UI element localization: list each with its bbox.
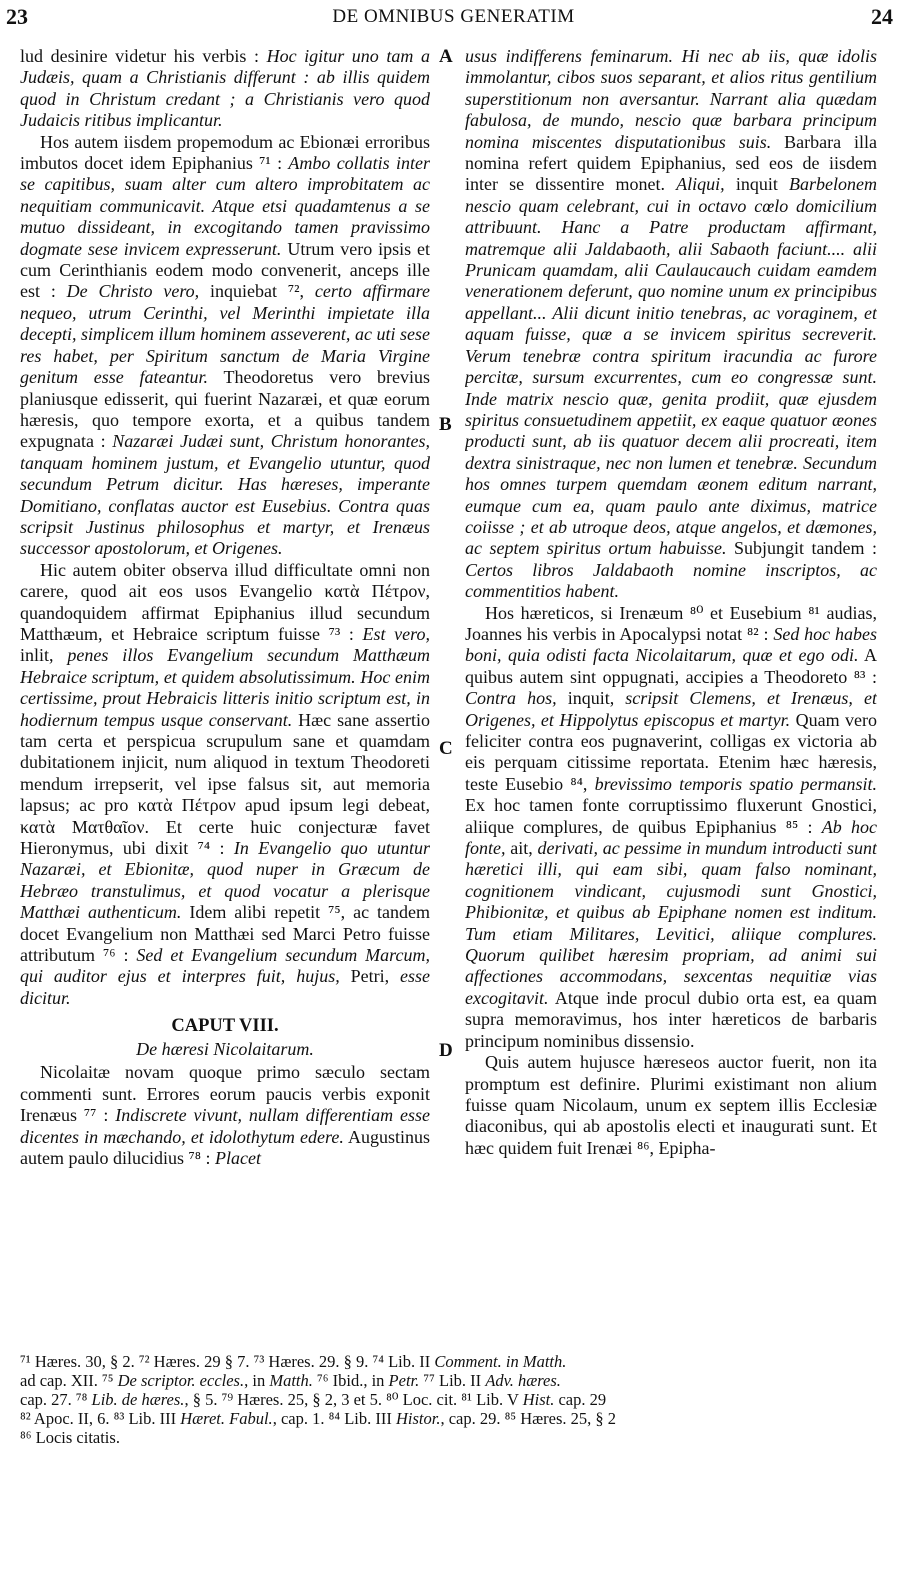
footnote-line	[20, 1409, 877, 1428]
paragraph	[465, 1052, 877, 1159]
text-run: Barbara illa nomina refert quidem Epiphanius, sed eos de iisdem inter se dissentire monet.	[465, 131, 877, 195]
italic-text-run: Hæret. Fabul.	[180, 1409, 273, 1428]
text-run: cap. 29	[554, 1390, 607, 1409]
italic-text-run: Sed et Evangelium secundum Marcum, qui auditor ejus et interpres fuit, hujus,	[20, 945, 430, 987]
text-run: Hæc sane assertio tam certa et perspicua scrupulum sane et quamdam dubitationem injicit, num aliquod in textum Theodoreti mendum irrepserit, vel ipse falsus sit, aut memoria lapsus; ac pro κατὰ Πέτρον apud ipsum legi debeat, κατὰ Ματθαῖον. Et certe huic conjecturæ favet Hieronymus, ubi dixit ⁷⁴ :	[20, 709, 430, 859]
margin-letter-c: C	[439, 738, 453, 759]
text-run: Theodoretus vero brevius planiusque edisserit, qui fuerint Nazaræi, et quæ eorum hæresis, quo tempore exorta, et a quibus tandem expugnata :	[20, 367, 430, 452]
page-number-left: 23	[6, 4, 28, 29]
text-run: inlit,	[20, 645, 68, 666]
left-column	[20, 46, 430, 1336]
text-run: Utrum vero ipsis et cum Cerinthianis eodem modo convenerit, anceps ille est :	[20, 238, 430, 302]
text-run: , cap. 1. ⁸⁴ Lib. III	[272, 1409, 396, 1428]
text-run: ait,	[505, 838, 538, 859]
italic-text-run: scripsit Clemens, et Irenæus, et Origenes, et Hippolytus episcopus et martyr.	[465, 688, 877, 730]
italic-text-run: Placet	[215, 1147, 262, 1168]
text-run: Augustinus autem paulo dilucidius ⁷⁸ :	[20, 1126, 430, 1168]
italic-text-run: Barbelonem nescio quam celebrant, cui in octavo cœlo domicilium attribuunt. Hanc a Patre productam affirmant, matremque alii Jaldabaoth, alii Sabaoth faciunt.... alii Prunicam quamdam, alii Caulaucauch cuidam eamdem venerationem deferunt, quo nomine unum ex principibus appellant... Alii dicunt initio tenebras, ac voraginem, et aquam fuisse, quæ a se invicem spiritus secreverit. Verum tenebræ contra spiritum iracundia ac furore percitæ, sursum excurrentes, cum eo congressæ sunt. Inde matrix nescio quæ, genita prodiit, quæ ejusdem spiritus consuetudinem appetiit, ex eaque quatuor æones producti sunt, ab iis quatuor decem alii procreati, item dextra sinistraque, nec non lumen et tenebræ. Secundum hos omnes turpem quemdam æonem editum narrant, eumque cum ea, quam paulo ante diximus, matrice coiisse ; et ab utroque deos, atque angelos, et dæmones, ac septem spiritus ortum habuisse.	[465, 174, 877, 559]
italic-text-run: Matth.	[269, 1371, 313, 1390]
text-run: , cap. 29. ⁸⁵ Hæres. 25, § 2	[440, 1409, 617, 1428]
italic-text-run: Hoc igitur uno tam a Judæis, quam a Christianis differunt : ab illis quidem quod in Christum credant ; a Christianis vero quod Judaicis ritibus implicantur.	[20, 46, 430, 131]
footnote-line	[20, 1428, 877, 1447]
italic-text-run: Nazaræi Judæi sunt, Christum honorantes, tanquam hominem justum, et Evangelio utuntur, quod secundum Petrum dicitur. Has hæreses, imperante Domitiano, conflatas auctor est Eusebius. Contra quas scripsit Justinus philosophus et martyr, et Irenæus successor apostolorum, et Origenes.	[20, 431, 430, 559]
text-run: A quibus autem sint oppugnati, accipies a Theodoreto ⁸³ :	[465, 645, 877, 687]
chapter-heading: CAPUT VIII.	[171, 1016, 279, 1037]
italic-text-run: Aliqui,	[676, 174, 725, 195]
italic-text-run: Indiscrete vivunt, nullam differentiam esse dicentes in mæchando, et idolothytum edere.	[20, 1105, 430, 1147]
margin-letter-d: D	[439, 1040, 453, 1061]
text-run: ⁷¹ Hæres. 30, § 2. ⁷² Hæres. 29 § 7. ⁷³ Hæres. 29. § 9. ⁷⁴ Lib. II	[20, 1352, 435, 1371]
italic-text-run: Sed hoc habes boni, quia odisti facta Nicolaitarum, quæ et ego odi.	[465, 623, 877, 666]
italic-text-run: Est vero,	[362, 623, 430, 644]
text-run: ⁸² Apoc. II, 6. ⁸³ Lib. III	[20, 1409, 181, 1428]
text-run: lud desinire videtur his verbis :	[20, 46, 267, 66]
italic-text-run: Comment. in Matth.	[434, 1352, 567, 1371]
italic-text-run: Ab hoc fonte,	[465, 816, 877, 859]
italic-text-run: derivati, ac pessime in mundum introducti sunt hæretici illi, qui eam sibi, quam falso nominant, cognitionem vindicant, cujusmodi sunt Gnostici, Phibionitæ, et quibus ab Epiphane nomen est inditum. Tum etiam Militares, Levitici, aliique complures. Quorum quilibet hæresim propriam, ad animi sui affectiones accommodans, sexcentas nequitiæ vias excogitavit.	[465, 838, 877, 1008]
footnote-line	[20, 1371, 877, 1390]
text-run: ad cap. XII. ⁷⁵	[20, 1371, 118, 1390]
text-run: inquit	[724, 174, 790, 195]
footnote-line	[20, 1390, 877, 1409]
italic-text-run: Adv. hæres.	[485, 1371, 561, 1390]
italic-text-run: Hist.	[522, 1390, 555, 1409]
text-run: Nicolaitæ novam quoque primo sæculo sectam commenti sunt. Errores eorum paucis verbis exponit Irenæus ⁷⁷ :	[20, 1062, 430, 1126]
footnote-line	[20, 1352, 877, 1371]
italic-text-run: usus indifferens feminarum. Hi nec ab iis, quæ idolis immolantur, cibos suos separant, et alios ritus gentilium superstitionum non aversantur. Narrant alia quædam fabulosa, de mundo, nescio quæ barbara principum nomina miscentes disputationibus suis.	[465, 46, 877, 152]
text-run: , § 5. ⁷⁹ Hæres. 25, § 2, 3 et 5. ⁸⁰ Loc. cit. ⁸¹ Lib. V	[184, 1390, 523, 1409]
italic-text-run: Histor.	[396, 1409, 441, 1428]
italic-text-run: certo affirmare nequeo, utrum Cerinthi, vel Merinthi impietate illa decepti, simplicem illum hominem asseverent, ac uti sese res habet, per Spiritum sanctum de Maria Virgine genitum esse fateantur.	[20, 281, 430, 388]
page-header	[0, 4, 907, 30]
text-run: Ex hoc tamen fonte corruptissimo fluxerunt Gnostici, aliique complures, de quibus Epiphanius ⁸⁵ :	[465, 795, 877, 837]
right-column	[465, 46, 877, 1336]
text-run: ⁷⁷ Lib. II	[419, 1371, 486, 1390]
italic-text-run: Ambo collatis inter se capitibus, suam alter cum altero improbitatem ac nequitiam communicavit. Atque etsi quadamtenus a se mutuo dissideant, in excogitando tamen pravissimo dogmate sese invicem expresserunt.	[20, 153, 430, 259]
italic-text-run: De scriptor. eccles.	[117, 1371, 245, 1390]
text-run: ⁸⁶ Locis citatis.	[20, 1428, 120, 1447]
text-run: Petri,	[339, 966, 400, 987]
footnotes	[20, 1352, 877, 1447]
page-number-right: 24	[871, 4, 893, 29]
running-title: DE OMNIBUS GENERATIM	[332, 6, 575, 27]
text-run: inquit,	[556, 688, 626, 709]
text-run: inquiebat ⁷²,	[199, 281, 315, 302]
paragraph	[20, 132, 430, 560]
text-run: Quam vero feliciter contra eos pugnaverint, colligas ex victoria ab eis perquam citissime reportata. Etenim hæc hæresis, teste Eusebio ⁸⁴,	[465, 709, 877, 794]
paragraph	[20, 1062, 430, 1169]
chapter-subtitle: De hæresi Nicolaitarum.	[136, 1039, 314, 1060]
italic-text-run: brevissimo temporis spatio permansit.	[594, 773, 877, 794]
italic-text-run: esse dicitur.	[20, 966, 430, 1008]
margin-letter-a: A	[439, 46, 453, 67]
italic-text-run: Lib. de hæres.	[91, 1390, 185, 1409]
paragraph	[20, 46, 430, 132]
text-run: , in	[244, 1371, 270, 1390]
paragraph	[465, 603, 877, 1053]
text-run: Hos autem iisdem propemodum ac Ebionæi erroribus imbutos docet idem Epiphanius ⁷¹ :	[20, 131, 430, 174]
text-run: Subjungit tandem :	[726, 538, 877, 559]
italic-text-run: De Christo vero,	[66, 281, 200, 302]
text-run: ⁷⁶ Ibid., in	[312, 1371, 389, 1390]
paragraph	[465, 46, 877, 603]
italic-text-run: penes illos Evangelium secundum Matthæum Hebraice scriptum, et quidem absolutissimum. Hoc enim certissime, prout Hebraicis litteris initio scriptum est, in hodiernum tempus usque conservant.	[20, 645, 430, 730]
text-run: Hos hæreticos, si Irenæum ⁸⁰ et Eusebium ⁸¹ audias, Joannes his verbis in Apocalypsi notat ⁸² :	[465, 602, 877, 644]
italic-text-run: Certos libros Jaldabaoth nomine inscriptos, ac commentitios habent.	[465, 559, 877, 602]
text-run: Quis autem hujusce hæreseos auctor fuerit, non ita promptum est definire. Plurimi existimant non alium fuisse quam Nicolaum, unum ex septem illis Ecclesiæ diaconibus, qui ab apostolis electi et inaugurati sunt. Et hæc quidem fuit Irenæi ⁸⁶, Epipha-	[465, 1052, 877, 1158]
text-run: cap. 27. ⁷⁸	[20, 1390, 92, 1409]
text-run: Hic autem obiter observa illud difficultate omni non carere, quod ait eos usos Evangelio κατὰ Πέτρον, quandoquidem affirmat Epiphanius illud secundum Matthæum, et Hebraice scriptum fuisse ⁷³ :	[20, 559, 430, 644]
paragraph	[20, 560, 430, 1010]
margin-letter-b: B	[439, 414, 452, 435]
text-run: Idem alibi repetit ⁷⁵, ac tandem docet Evangelium non Matthæi sed Marci Petro fuisse attributum ⁷⁶ :	[20, 902, 430, 966]
italic-text-run: Contra hos,	[465, 688, 557, 709]
italic-text-run: In Evangelio quo utuntur Nazaræi, et Ebionitæ, quod nuper in Græcum de Hebræo transtulimus, et quod vocatur a plerisque Matthæi authenticum.	[20, 838, 430, 923]
text-run: Atque inde procul dubio orta est, ea quam supra memoravimus, hos inter hæreticos de barbaris principum nominibus dissensio.	[465, 987, 877, 1051]
italic-text-run: Petr.	[388, 1371, 420, 1390]
